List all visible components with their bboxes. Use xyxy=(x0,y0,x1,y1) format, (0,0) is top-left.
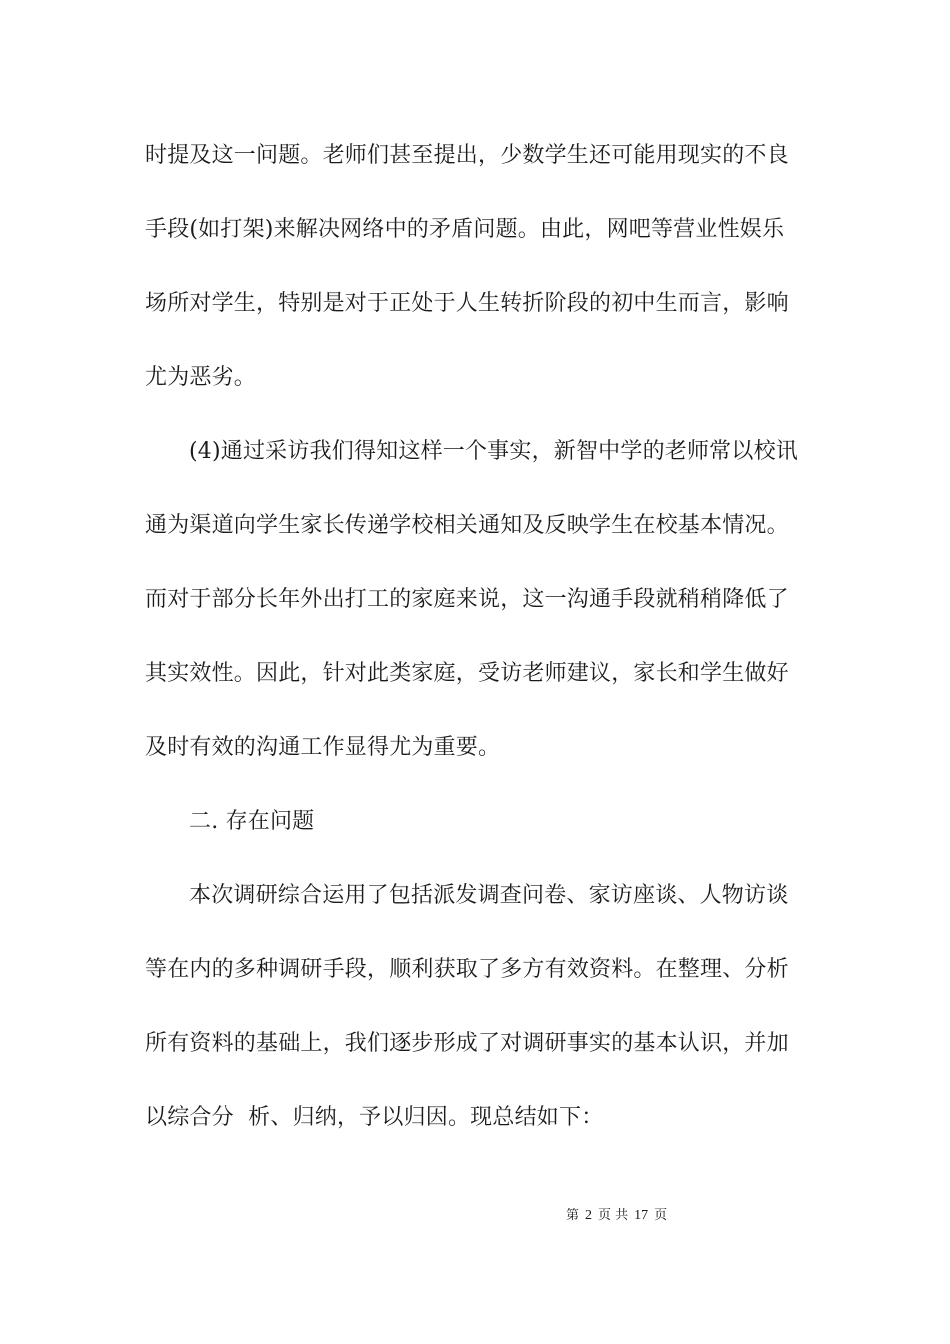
text-line-8: 其实效性。因此，针对此类家庭，受访老师建议，家长和学生做好 xyxy=(145,661,789,686)
text-line-2: 手段(如打架)来解决网络中的矛盾问题。由此，网吧等营业性娱乐 xyxy=(145,217,785,242)
footer-middle: 页 共 xyxy=(598,1208,629,1223)
text-line-6: 通为渠道向学生家长传递学校相关通知及反映学生在校基本情况。 xyxy=(145,513,789,538)
footer-current-page: 2 xyxy=(585,1208,593,1223)
section-heading: 二. 存在问题 xyxy=(189,809,315,834)
footer-prefix: 第 xyxy=(566,1208,580,1223)
footer-total-pages: 17 xyxy=(634,1208,649,1223)
text-line-13: 所有资料的基础上，我们逐步形成了对调研事实的基本认识，并加 xyxy=(145,1031,789,1056)
text-line-1: 时提及这一问题。老师们甚至提出，少数学生还可能用现实的不良 xyxy=(145,143,789,168)
footer-suffix: 页 xyxy=(654,1208,668,1223)
text-line-3: 场所对学生，特别是对于正处于人生转折阶段的初中生而言，影响 xyxy=(145,291,789,316)
text-line-9: 及时有效的沟通工作显得尤为重要。 xyxy=(145,735,501,760)
text-line-14: 以综合分 析、归纳，予以归因。现总结如下： xyxy=(145,1105,604,1130)
text-line-11: 本次调研综合运用了包括派发调查问卷、家访座谈、人物访谈 xyxy=(189,883,789,908)
text-line-5: (4)通过采访我们得知这样一个事实，新智中学的老师常以校讯 xyxy=(189,439,798,464)
text-line-7: 而对于部分长年外出打工的家庭来说，这一沟通手段就稍稍降低了 xyxy=(145,587,789,612)
document-body xyxy=(145,129,810,1165)
text-line-4: 尤为恶劣。 xyxy=(145,365,257,390)
text-line-12: 等在内的多种调研手段，顺利获取了多方有效资料。在整理、分析 xyxy=(145,957,789,982)
